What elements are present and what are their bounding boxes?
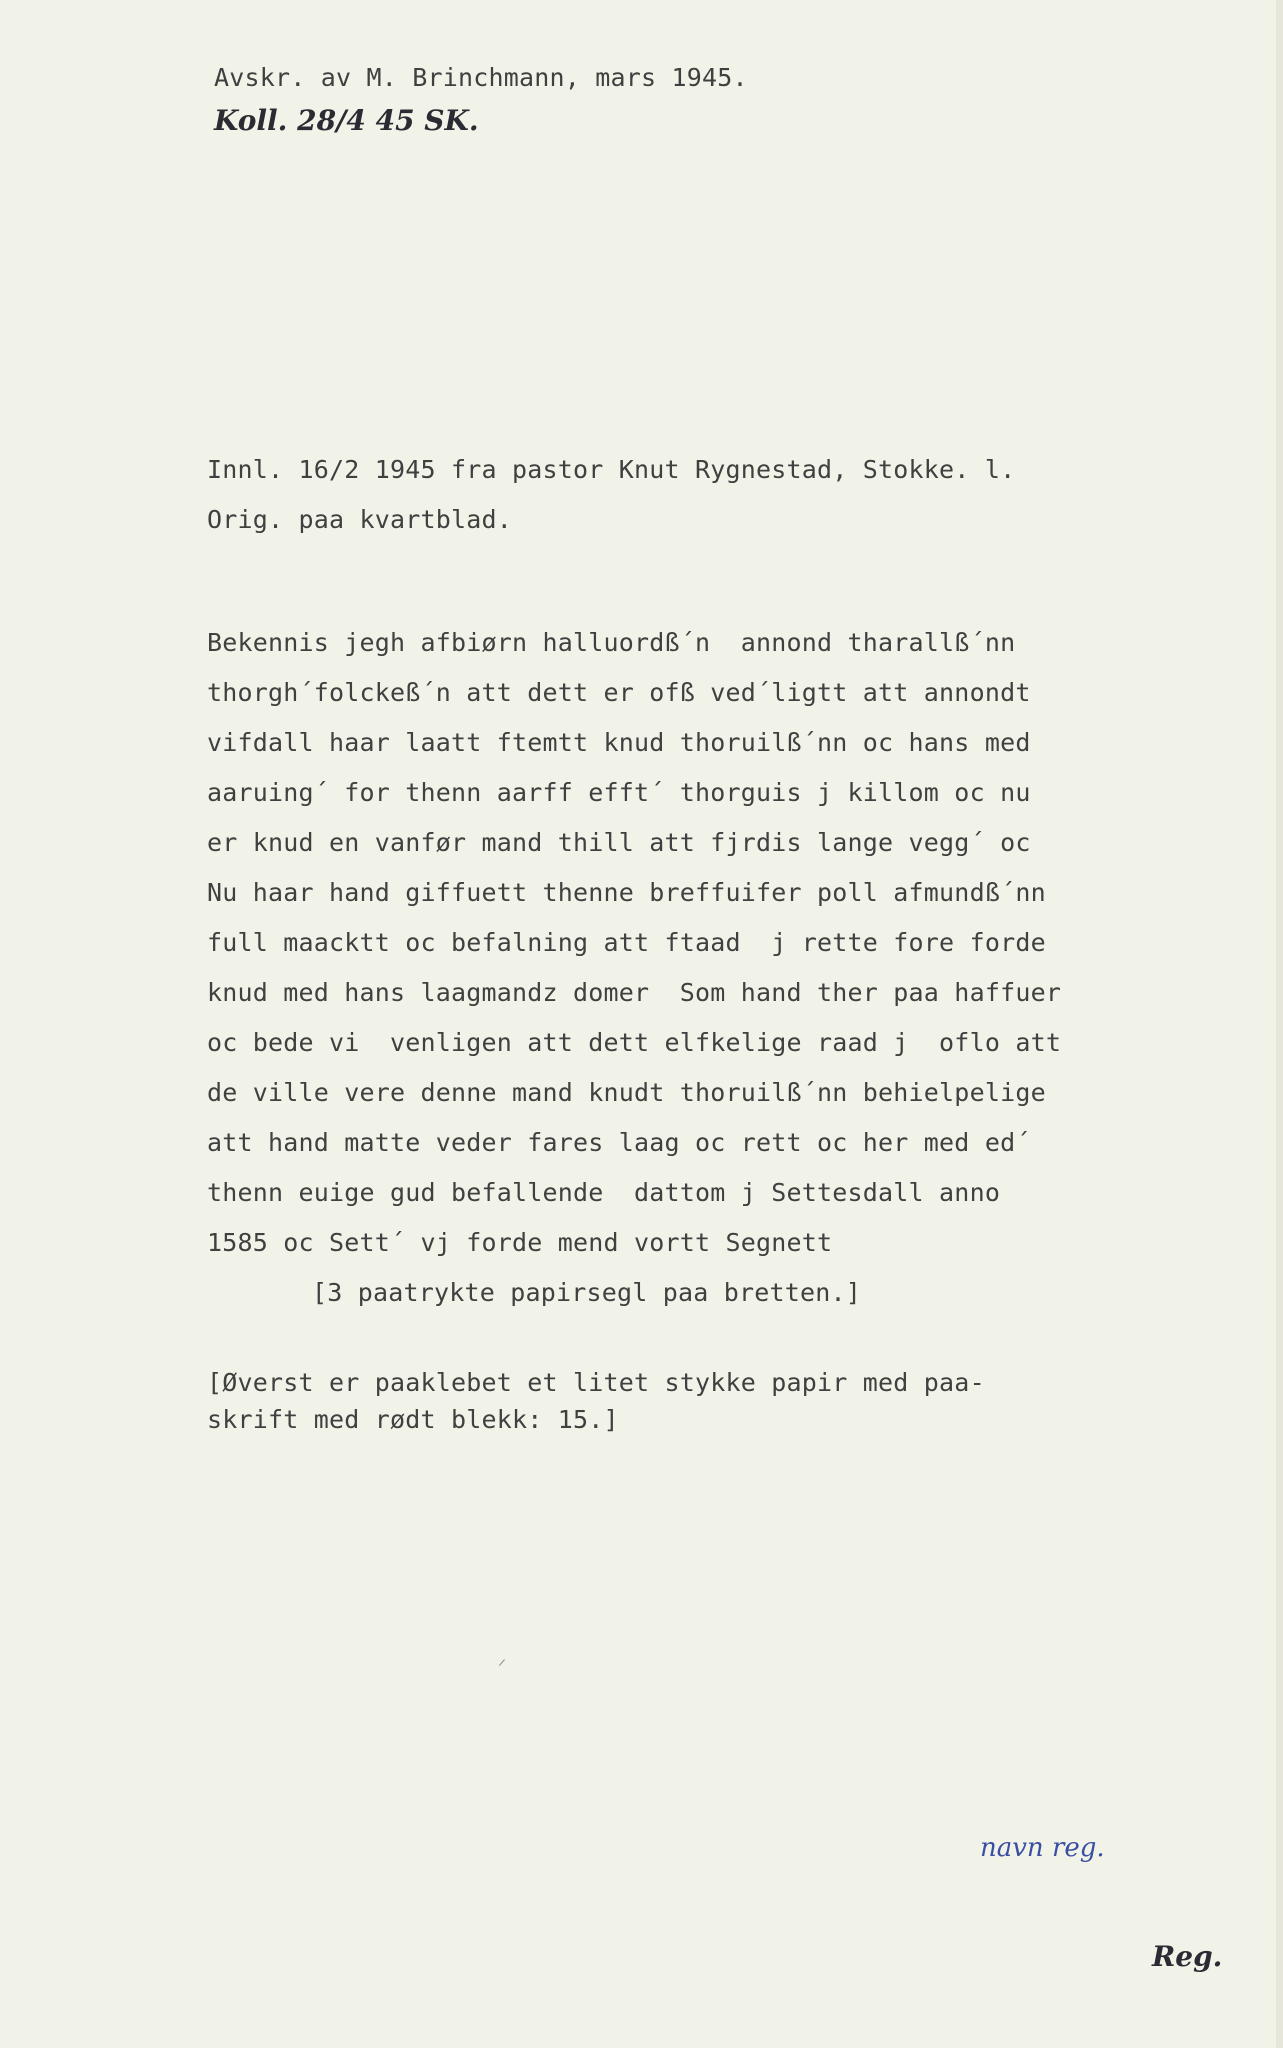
transcript-seal-note: [3 paatrykte papirsegl paa bretten.] [312, 1278, 862, 1307]
transcript-line: aaruing´ for thenn aarff efft´ thorguis j killom oc nu [207, 778, 1031, 807]
transcript-line: Bekennis jegh afbiørn halluordß´n annond tharallß´nn [207, 628, 1016, 657]
transcript-line: knud med hans laagmandz domer Som hand ther paa haffuer [207, 978, 1062, 1007]
transcript-line: de ville vere denne mand knudt thoruilß´nn behielpelige [207, 1078, 1046, 1107]
handwritten-reg-mark: Reg. [1152, 1940, 1223, 1973]
transcript-line: thorgh´folckeß´n att dett er ofß ved´ligtt att annondt [207, 678, 1031, 707]
transcript-line: att hand matte veder fares laag oc rett oc her med ed´ [207, 1128, 1031, 1157]
transcript-line: 1585 oc Sett´ vj forde mend vortt Segnett [207, 1228, 833, 1257]
page-edge [1276, 0, 1283, 2048]
source-line-2: Orig. paa kvartblad. [207, 505, 513, 534]
transcript-line: full maacktt oc befalning att ftaad j rette fore forde [207, 928, 1046, 957]
handwritten-collation-note: Koll. 28/4 45 SK. [214, 104, 479, 137]
stray-pencil-mark [499, 1659, 505, 1666]
source-line-1: Innl. 16/2 1945 fra pastor Knut Rygnestad, Stokke. l. [207, 455, 1016, 484]
footnote-line-2: skrift med rødt blekk: 15.] [207, 1405, 619, 1434]
transcript-line: thenn euige gud befallende dattom j Settesdall anno [207, 1178, 1001, 1207]
transcript-line: er knud en vanfør mand thill att fjrdis lange vegg´ oc [207, 828, 1031, 857]
header-typed-line: Avskr. av M. Brinchmann, mars 1945. [214, 63, 748, 92]
handwritten-register-note: navn reg. [980, 1833, 1105, 1863]
transcript-line: oc bede vi venligen att dett elfkelige raad j oflo att [207, 1028, 1062, 1057]
transcript-line: vifdall haar laatt ftemtt knud thoruilß´nn oc hans med [207, 728, 1031, 757]
transcript-line: Nu haar hand giffuett thenne breffuifer poll afmundß´nn [207, 878, 1046, 907]
footnote-line-1: [Øverst er paaklebet et litet stykke papir med paa- [207, 1368, 985, 1397]
